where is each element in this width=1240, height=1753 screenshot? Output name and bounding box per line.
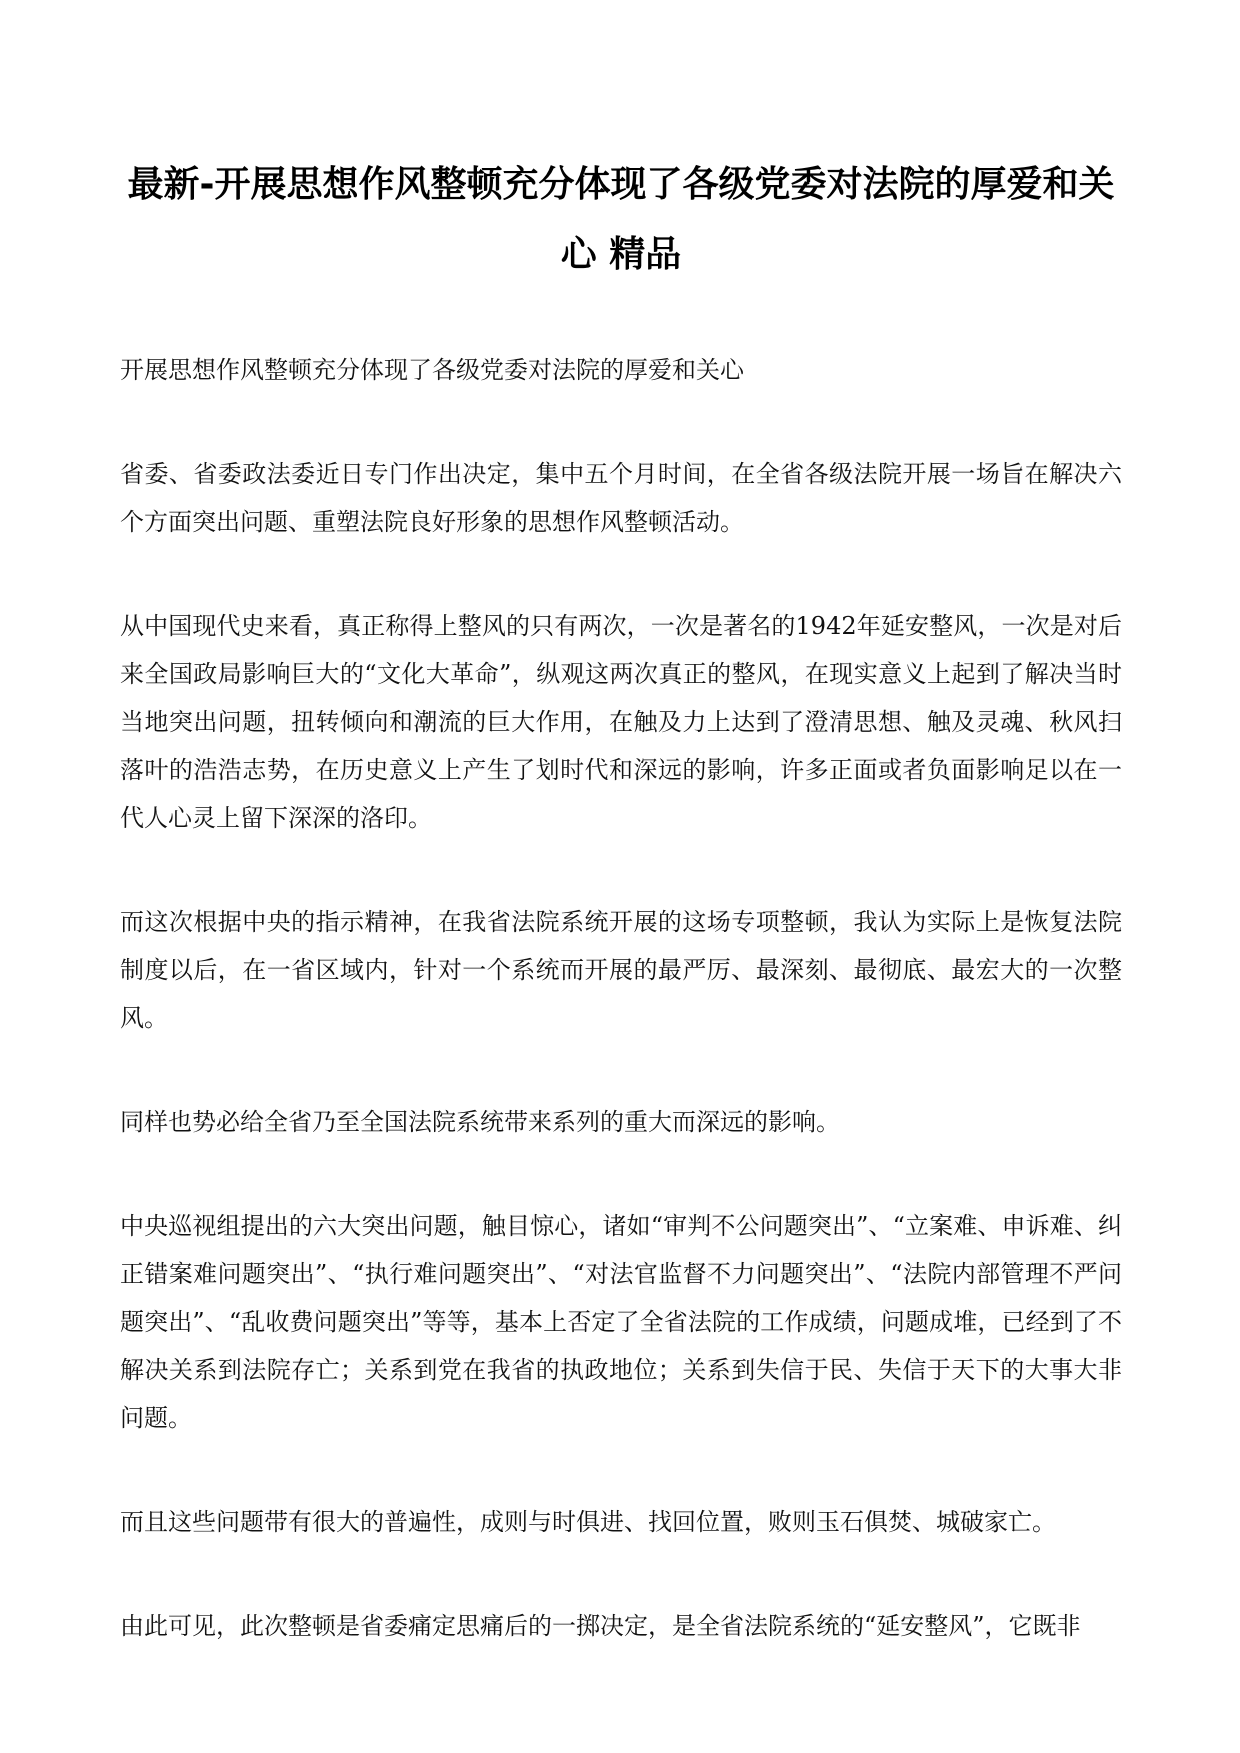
- paragraph: 而这次根据中央的指示精神，在我省法院系统开展的这场专项整顿，我认为实际上是恢复法院制度以后，在一省区域内，针对一个系统而开展的最严厉、最深刻、最彻底、最宏大的一次整风。: [120, 908, 1122, 1032]
- paragraph-subtitle: 开展思想作风整顿充分体现了各级党委对法院的厚爱和关心: [120, 356, 744, 384]
- paragraph: 由此可见，此次整顿是省委痛定思痛后的一掷决定，是全省法院系统的“延安整风”，它既非: [120, 1612, 1081, 1640]
- paragraph: 从中国现代史来看，真正称得上整风的只有两次，一次是著名的1942年延安整风，一次是对后来全国政局影响巨大的“文化大革命”，纵观这两次真正的整风，在现实意义上起到了解决当时当地突出问题，扭转倾向和潮流的巨大作用，在触及力上达到了澄清思想、触及灵魂、秋风扫落叶的浩浩志势，在历史意义上产生了划时代和深远的影响，许多正面或者负面影响足以在一代人心灵上留下深深的洛印。: [120, 612, 1122, 832]
- paragraph: 同样也势必给全省乃至全国法院系统带来系列的重大而深远的影响。: [120, 1108, 840, 1136]
- paragraph: 而且这些问题带有很大的普遍性，成则与时俱进、找回位置，败则玉石俱焚、城破家亡。: [120, 1508, 1056, 1536]
- paragraph: 省委、省委政法委近日专门作出决定，集中五个月时间，在全省各级法院开展一场旨在解决六个方面突出问题、重塑法院良好形象的思想作风整顿活动。: [120, 460, 1122, 536]
- document-body: [120, 346, 1122, 1650]
- document-title: 最新-开展思想作风整顿充分体现了各级党委对法院的厚爱和关心 精品: [127, 164, 1115, 275]
- paragraph: 中央巡视组提出的六大突出问题，触目惊心，诸如“审判不公问题突出”、“立案难、申诉难、纠正错案难问题突出”、“执行难问题突出”、“对法官监督不力问题突出”、“法院内部管理不严问题突出”、“乱收费问题突出”等等，基本上否定了全省法院的工作成绩，问题成堆，已经到了不解决关系到法院存亡；关系到党在我省的执政地位；关系到失信于民、失信于天下的大事大非问题。: [120, 1212, 1122, 1432]
